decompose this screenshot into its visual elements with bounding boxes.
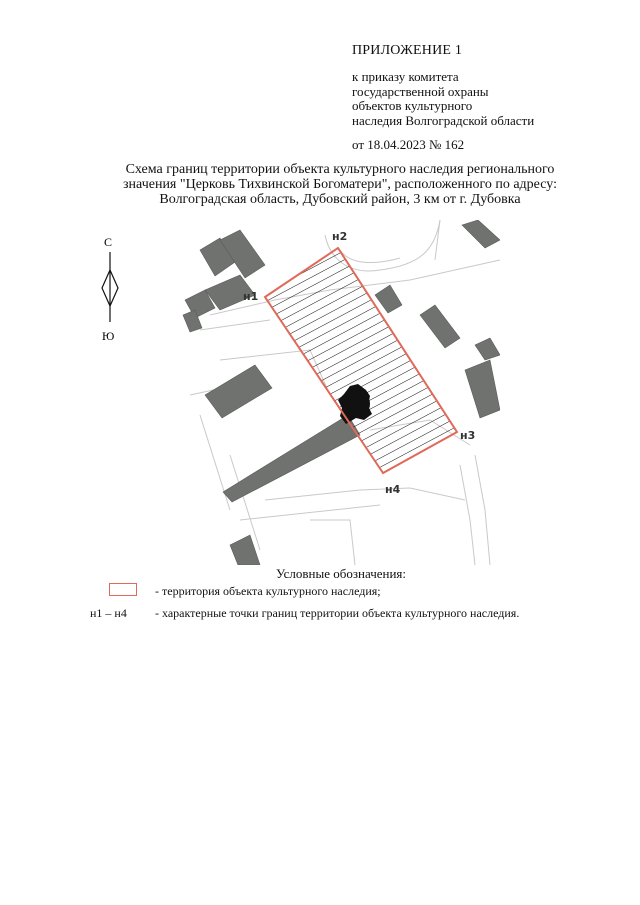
legend-heading: Условные обозначения:: [276, 566, 407, 581]
building: [205, 365, 272, 418]
road-line: [435, 220, 440, 260]
boundary-map: [180, 220, 500, 565]
point-label-n3: н3: [460, 429, 476, 442]
road-line: [200, 320, 270, 330]
legend-territory-swatch: [109, 583, 137, 596]
building: [462, 220, 500, 248]
order-reference: [352, 70, 534, 128]
appendix-title: ПРИЛОЖЕНИЕ 1: [352, 43, 463, 58]
legend-territory-text: - территория объекта культурного наследия;: [155, 584, 381, 598]
road-line: [475, 455, 490, 565]
point-label-n4: н4: [385, 483, 401, 496]
building: [475, 338, 500, 360]
church-dome: [342, 390, 370, 418]
legend-points-text: - характерные точки границ территории объекта культурного наследия.: [155, 606, 520, 620]
point-label-n2: н2: [332, 230, 348, 243]
point-label-n1: н1: [243, 290, 259, 303]
scheme-title-line: Волгоградская область, Дубовский район, 3 км от г. Дубовка: [159, 192, 521, 207]
compass-south-label: Ю: [102, 329, 115, 343]
order-line: государственной охраны: [352, 83, 489, 99]
order-line: объектов культурного: [352, 98, 473, 113]
order-date: от 18.04.2023 № 162: [352, 137, 465, 152]
order-line: наследия Волгоградской области: [352, 112, 535, 128]
road-line: [230, 455, 260, 550]
building: [375, 285, 402, 313]
road-line: [265, 488, 465, 500]
road-line: [310, 520, 355, 565]
building: [230, 535, 260, 565]
road-line: [460, 465, 475, 565]
road-line: [340, 250, 400, 263]
order-line: к приказу комитета: [352, 69, 459, 84]
building: [223, 415, 360, 502]
compass-north-label: С: [104, 235, 113, 249]
scheme-title: [60, 162, 620, 207]
compass: [90, 234, 130, 344]
road-line: [200, 415, 230, 510]
scheme-title-line: значения "Церковь Тихвинской Богоматери", расположенного по адресу:: [123, 177, 557, 192]
building: [465, 360, 500, 418]
scheme-title-line: Схема границ территории объекта культурного наследия регионального: [125, 162, 555, 177]
road-line: [240, 505, 380, 520]
legend-points-label: н1 – н4: [90, 606, 127, 620]
building: [420, 305, 460, 348]
